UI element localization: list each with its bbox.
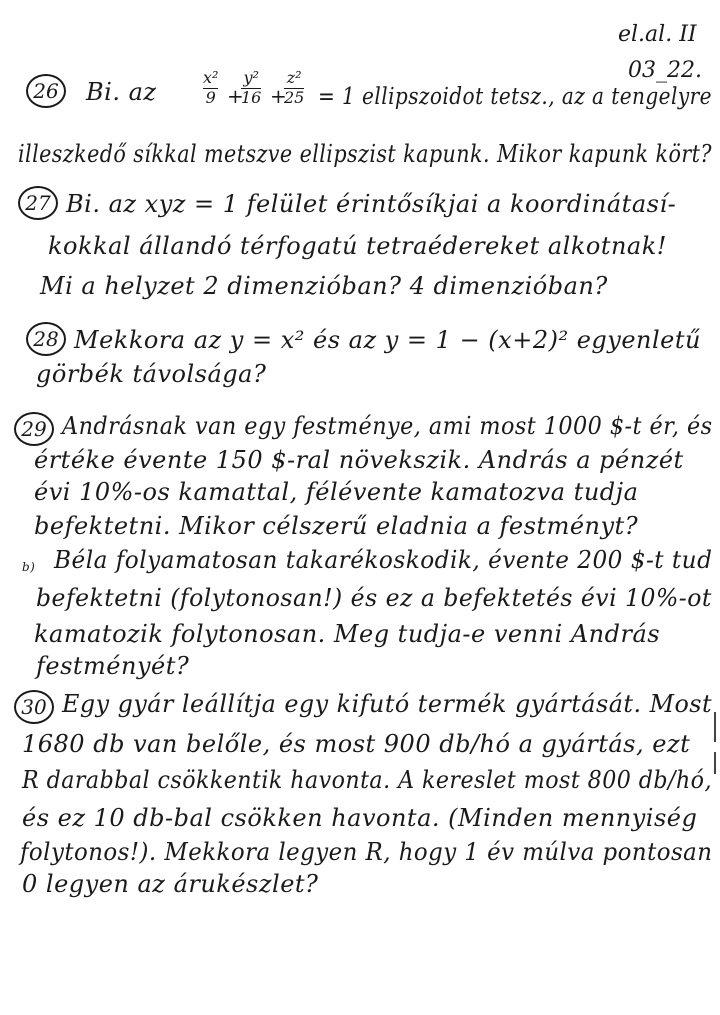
term-z-den: 25 <box>284 87 305 107</box>
problem-26-term-y <box>241 70 261 107</box>
header-date: 03_22. <box>628 58 702 83</box>
problem-26-line-2: illeszkedő síkkal metszve ellipszist kapunk. Mikor kapunk kört? <box>18 140 712 168</box>
problem-27-number: 27 <box>18 186 58 220</box>
problem-26-rhs: = 1 ellipszoidot tetsz., az a tengelyre <box>318 84 712 110</box>
problem-29-line-6: befektetni (folytonosan!) és ez a befektetés évi 10%-ot <box>36 584 712 612</box>
problem-30-line-1: Egy gyár leállítja egy kifutó termék gyártását. Most <box>62 690 713 718</box>
problem-26-term-z <box>284 70 304 107</box>
problem-30-line-6: 0 legyen az árukészlet? <box>22 870 319 898</box>
problem-30-line-4: és ez 10 db-bal csökken havonta. (Minden mennyiség <box>22 804 698 832</box>
problem-28-line-2: görbék távolsága? <box>36 360 267 388</box>
problem-30-line-2: 1680 db van belőle, és most 900 db/hó a gyártás, ezt <box>22 730 691 758</box>
scan-edge-mark <box>714 752 716 774</box>
term-z-num: z² <box>286 68 302 87</box>
plus-sign: + <box>270 84 287 108</box>
problem-26-prefix: Bi. az <box>86 78 157 106</box>
problem-30-line-5: folytonos!). Mekkora legyen R, hogy 1 év múlva pontosan <box>20 838 713 866</box>
term-y-den: 16 <box>241 87 262 107</box>
problem-29-line-1: Andrásnak van egy festménye, ami most 1000 $-t ér, és <box>62 412 713 440</box>
plus-sign: + <box>227 84 244 108</box>
problem-29-line-3: évi 10%-os kamattal, félévente kamatozva tudja <box>34 478 639 506</box>
problem-29-side-mark: b) <box>22 560 36 574</box>
problem-29-line-2: értéke évente 150 $-ral növekszik. András a pénzét <box>34 446 684 474</box>
problem-30-number: 30 <box>14 690 54 724</box>
problem-26-number: 26 <box>26 74 66 108</box>
scan-edge-mark <box>714 712 716 742</box>
problem-27-line-2: kokkal állandó térfogatú tetraédereket alkotnak! <box>48 232 667 260</box>
term-y-num: y² <box>243 68 259 87</box>
problem-28-number: 28 <box>26 322 66 356</box>
problem-29-line-4: befektetni. Mikor célszerű eladnia a festményt? <box>34 512 639 540</box>
term-x-num: x² <box>203 68 219 87</box>
problem-29-number: 29 <box>14 412 54 446</box>
problem-29-line-8: festményét? <box>36 652 190 680</box>
problem-29-line-7: kamatozik folytonosan. Meg tudja-e venni András <box>34 620 661 648</box>
problem-30-line-3: R darabbal csökkentik havonta. A kereslet most 800 db/hó, <box>22 766 712 794</box>
term-x-den: 9 <box>205 87 216 107</box>
problem-28-line-1: Mekkora az y = x² és az y = 1 − (x+2)² egyenletű <box>74 326 701 354</box>
problem-27-line-3: Mi a helyzet 2 dimenzióban? 4 dimenzióban? <box>40 272 608 300</box>
problem-29-line-5: Béla folyamatosan takarékoskodik, évente 200 $-t tud <box>54 546 713 574</box>
header-label: el.al. II <box>618 22 697 47</box>
problem-26-term-x <box>203 70 218 107</box>
problem-27-line-1: Bi. az xyz = 1 felület érintősíkjai a koordinátasí- <box>66 190 677 218</box>
